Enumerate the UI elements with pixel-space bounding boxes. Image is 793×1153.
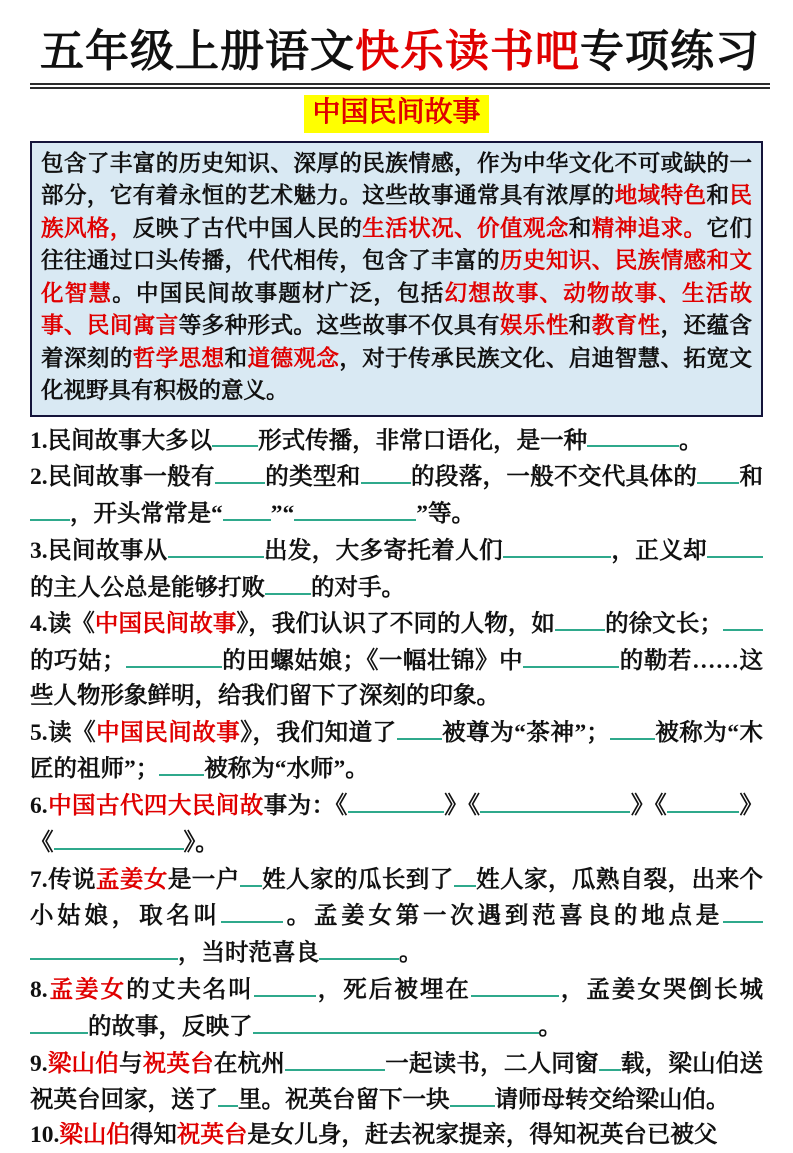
highlighted-text: 中国民间故事 — [96, 719, 241, 746]
page-title — [30, 26, 770, 89]
highlighted-text: 孟姜女 — [95, 866, 168, 893]
text-run: 的段落，一般不交代具体的 — [410, 464, 698, 491]
text-run: 7.传说 — [30, 866, 96, 893]
question-item — [30, 787, 763, 861]
text-run: 出发，大多寄托着人们 — [263, 537, 503, 564]
highlighted-text: 民族风格， — [41, 183, 752, 241]
question-item — [30, 714, 763, 788]
text-run: 》《 — [443, 793, 481, 820]
text-run: 事为：《 — [263, 793, 348, 820]
fill-in-blank — [54, 824, 184, 850]
text-run: 和 — [224, 345, 248, 371]
fill-in-blank — [254, 971, 316, 997]
questions — [30, 422, 763, 1153]
text-run: 被称为“水师”。 — [204, 756, 369, 783]
fill-in-blank — [503, 532, 611, 558]
question-item — [30, 532, 763, 606]
highlighted-text: 梁山伯 — [59, 1122, 130, 1149]
text-run: 请师母转交给梁山伯。 — [494, 1087, 730, 1114]
text-run: 》，我们知道了 — [240, 719, 397, 746]
text-run: 和 — [568, 313, 592, 338]
fill-in-blank — [697, 458, 739, 484]
fill-in-blank — [348, 787, 444, 813]
text-run: 》《 — [30, 793, 764, 856]
fill-in-blank — [454, 861, 476, 887]
text-run: 和 — [706, 183, 730, 208]
text-run: 包含了丰富的历史知识、深厚的民族情感，作为中华文化不可或缺的一部分，它有着永恒的艺术魅力。这些故事通常具有浓厚的 — [41, 150, 752, 208]
fill-in-blank — [294, 495, 416, 521]
text-run: 反映了古代中国人民的 — [132, 215, 363, 241]
text-run: 5.读《 — [30, 719, 97, 746]
text-run: ，当时范喜良 — [178, 940, 319, 967]
text-run: 9. — [30, 1050, 48, 1077]
fill-in-blank — [240, 861, 262, 887]
text-run: 载，梁山伯送祝英台回家，送了 — [30, 1050, 764, 1114]
text-run: ，开头常常是“ — [70, 501, 223, 527]
question-item — [30, 1118, 763, 1153]
fill-in-blank — [361, 458, 411, 484]
highlighted-text: 地域特色 — [614, 183, 707, 208]
text-run: 。孟姜女第一次遇到范喜良的地点是 — [282, 903, 724, 930]
fill-in-blank — [168, 532, 264, 558]
highlighted-text: 中国古代四大民间故 — [47, 793, 264, 820]
fill-in-blank — [215, 458, 265, 484]
highlighted-text: 幻想故事、动物故事、生活故事、民间寓言 — [41, 280, 752, 338]
subtitle-badge: 中国民间故事 — [304, 95, 488, 133]
highlighted-text: 梁山伯 — [47, 1050, 119, 1077]
text-run: 8. — [30, 976, 48, 1003]
text-run: 形式传播，非常口语化，是一种 — [258, 427, 588, 454]
question-item — [30, 605, 763, 713]
text-run: 的徐文长； — [605, 611, 723, 638]
question-item — [30, 971, 763, 1045]
text-run: 6. — [30, 793, 48, 820]
fill-in-blank — [523, 642, 619, 668]
fill-in-blank — [218, 1081, 238, 1107]
highlighted-text: 道德观念 — [247, 345, 340, 371]
text-run: 的故事，反映了 — [88, 1013, 253, 1040]
title-row — [30, 26, 763, 89]
text-run: 姓人家，瓜熟自裂，出来个小姑娘，取名叫 — [30, 866, 764, 930]
highlighted-text: 中国民间故事 — [94, 611, 237, 638]
text-run: 。 — [399, 940, 423, 967]
text-run: 的巧姑； — [30, 648, 126, 675]
text-run: 。中国民间故事题材广泛，包括 — [112, 280, 445, 306]
fill-in-blank — [735, 532, 763, 558]
text-run: 的主人公总是能够打败 — [30, 574, 265, 601]
text-run: 4.读《 — [30, 611, 95, 638]
text-run: 五年级上册语文 — [40, 27, 355, 76]
fill-in-blank — [319, 934, 399, 960]
text-run: 与 — [119, 1050, 143, 1077]
text-run: 和 — [568, 215, 592, 241]
fill-in-blank — [610, 714, 655, 740]
highlighted-text: 精神追求。 — [591, 215, 707, 241]
fill-in-blank — [471, 971, 559, 997]
highlighted-text: 快乐读书吧 — [355, 27, 580, 76]
text-run: 10. — [30, 1122, 60, 1149]
question-item — [30, 861, 763, 971]
text-run: ，死后被埋在 — [315, 976, 471, 1003]
text-run: 它们往往通过口头传播，代代相传，包含了丰富的 — [41, 215, 752, 273]
text-run: 》《 — [630, 793, 668, 820]
fill-in-blank — [30, 495, 70, 521]
text-run: 3.民间故事从 — [30, 537, 168, 564]
text-run: 》。 — [183, 829, 219, 856]
text-run: 是女儿身，赶去祝家提亲，得知祝英台已被父 — [247, 1122, 718, 1149]
text-run: 被尊为“茶神”； — [441, 719, 610, 746]
text-run: 》，我们认识了不同的人物，如 — [236, 611, 556, 638]
highlighted-text: 教育性 — [591, 313, 661, 338]
text-run: ，孟姜女哭倒长城 — [558, 976, 763, 1003]
text-run: 的对手。 — [311, 574, 405, 601]
highlighted-text: 祝英台 — [176, 1122, 248, 1149]
fill-in-blank — [159, 750, 204, 776]
text-run: ，正义却 — [610, 537, 708, 564]
fill-in-blank — [30, 934, 178, 960]
text-run: 。 — [538, 1013, 562, 1040]
text-run: 等多种形式。这些故事不仅具有 — [178, 313, 500, 338]
text-run: ，对于传承民族文化、启迪智慧、拓宽文化视野具有积极的意义。 — [41, 345, 752, 403]
subtitle-row — [30, 95, 763, 133]
text-run: 专项练习 — [580, 27, 760, 76]
text-run: ”等。 — [416, 501, 475, 527]
text-run: 里。祝英台留下一块 — [238, 1087, 450, 1114]
text-run: 的勒若……这些人物形象鲜明，给我们留下了深刻的印象。 — [30, 648, 764, 709]
fill-in-blank — [212, 422, 258, 448]
fill-in-blank — [265, 569, 311, 595]
highlighted-text: 哲学思想 — [132, 345, 225, 371]
fill-in-blank — [397, 714, 442, 740]
text-run: 的丈夫名叫 — [126, 976, 254, 1003]
text-run: 姓人家的瓜长到了 — [261, 866, 454, 893]
text-run: 1.民间故事大多以 — [30, 427, 213, 454]
question-item — [30, 1045, 763, 1119]
text-run: 2.民间故事一般有 — [30, 464, 215, 491]
highlighted-text: 祝英台 — [142, 1050, 214, 1077]
question-item — [30, 458, 763, 532]
text-run: 。 — [679, 427, 703, 454]
text-run: ”“ — [270, 501, 295, 527]
intro-box — [30, 141, 763, 417]
fill-in-blank — [480, 787, 630, 813]
highlighted-text: 孟姜女 — [47, 976, 127, 1003]
highlighted-text: 生活状况、价值观念 — [362, 215, 569, 241]
fill-in-blank — [30, 1008, 88, 1034]
text-run: ，还蕴含着深刻的 — [41, 313, 752, 371]
text-run: 是一户 — [167, 866, 240, 893]
highlighted-text: 娱乐性 — [499, 313, 569, 338]
question-item — [30, 422, 763, 459]
text-run: 在杭州 — [213, 1050, 286, 1077]
text-run: 一起读书，二人同窗 — [385, 1050, 599, 1077]
text-run: 得知 — [129, 1122, 177, 1149]
fill-in-blank — [599, 1045, 621, 1071]
fill-in-blank — [253, 1008, 539, 1034]
fill-in-blank — [285, 1045, 385, 1071]
fill-in-blank — [126, 642, 222, 668]
fill-in-blank — [450, 1081, 495, 1107]
highlighted-text: 历史知识、民族情感和文化智慧 — [41, 248, 752, 306]
fill-in-blank — [723, 897, 763, 923]
fill-in-blank — [221, 897, 283, 923]
fill-in-blank — [697, 787, 739, 813]
text-run: 的类型和 — [264, 464, 361, 491]
fill-in-blank — [555, 605, 605, 631]
fill-in-blank — [587, 422, 679, 448]
fill-in-blank — [667, 787, 697, 813]
text-run: 的田螺姑娘；《一幅壮锦》中 — [221, 648, 524, 675]
fill-in-blank — [723, 605, 763, 631]
text-run: 和 — [739, 464, 764, 491]
fill-in-blank — [707, 532, 735, 558]
text-run: 被称为“木匠的祖师”； — [30, 719, 764, 783]
fill-in-blank — [223, 495, 271, 521]
